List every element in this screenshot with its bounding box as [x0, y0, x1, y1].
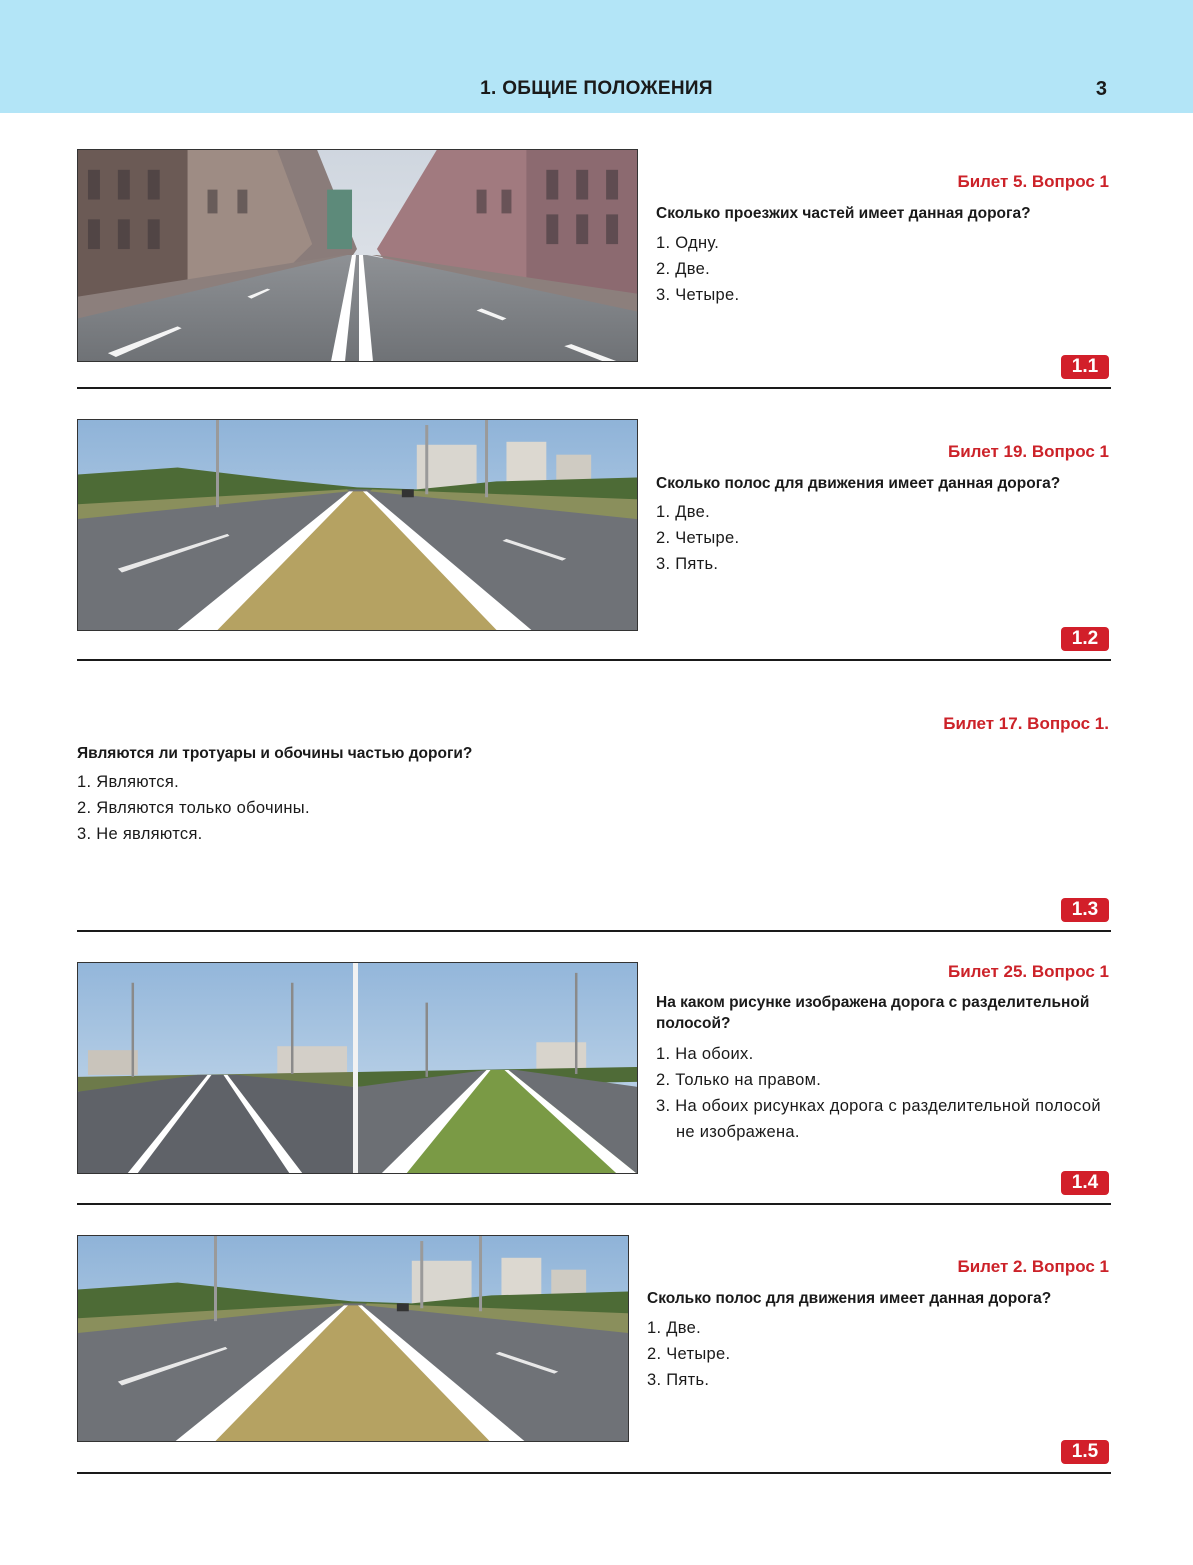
ticket-label: Билет 25. Вопрос 1	[948, 962, 1109, 981]
road-photo-median	[77, 419, 638, 631]
question-number-badge: 1.5	[1061, 1440, 1109, 1464]
answer-option: 1. Две.	[647, 1319, 701, 1337]
divider	[77, 659, 1111, 661]
answer-option: 2. Четыре.	[656, 529, 740, 547]
question-text: Сколько проезжих частей имеет данная дорога?	[656, 205, 1031, 222]
answer-option: 3. На обоих рисунках дорога с разделительной полосой не изображена.	[656, 1097, 1101, 1141]
ticket-label: Билет 5. Вопрос 1	[957, 172, 1109, 191]
section-title: 1. ОБЩИЕ ПОЛОЖЕНИЯ	[480, 78, 713, 99]
answer-option: 2. Являются только обочины.	[77, 799, 310, 817]
answer-option: 2. Только на правом.	[656, 1071, 822, 1089]
divider	[77, 1203, 1111, 1205]
ticket-label: Билет 17. Вопрос 1.	[943, 714, 1109, 733]
answer-list	[656, 230, 1112, 308]
question-number-badge: 1.1	[1061, 355, 1109, 379]
question-number-badge: 1.3	[1061, 898, 1109, 922]
street-photo-city	[77, 149, 638, 362]
answer-option: 2. Две.	[656, 260, 710, 278]
divider	[77, 930, 1111, 932]
question-number-badge: 1.4	[1061, 1171, 1109, 1195]
question-text: Сколько полос для движения имеет данная дорога?	[647, 1290, 1052, 1307]
answer-list	[656, 1041, 1112, 1145]
answer-option: 3. Пять.	[656, 555, 719, 573]
answer-list	[656, 499, 1112, 577]
question-text: Являются ли тротуары и обочины частью дороги?	[77, 745, 473, 762]
answer-list	[647, 1315, 1112, 1393]
answer-option: 1. Одну.	[656, 234, 720, 252]
ticket-label: Билет 2. Вопрос 1	[957, 1257, 1109, 1276]
road-photo-comparison	[77, 962, 638, 1174]
page-number: 3	[1095, 78, 1107, 100]
question-text: На каком рисунке изображена дорога с разделительной полосой?	[656, 994, 1090, 1032]
question-number-badge: 1.2	[1061, 627, 1109, 651]
answer-option: 3. Не являются.	[77, 825, 203, 843]
road-photo-median	[77, 1235, 629, 1442]
answer-option: 3. Четыре.	[656, 286, 740, 304]
ticket-label: Билет 19. Вопрос 1	[948, 442, 1109, 461]
answer-option: 2. Четыре.	[647, 1345, 731, 1363]
answer-option: 1. Две.	[656, 503, 710, 521]
answer-list	[77, 769, 777, 847]
answer-option: 1. Являются.	[77, 773, 179, 791]
answer-option: 3. Пять.	[647, 1371, 710, 1389]
question-text: Сколько полос для движения имеет данная дорога?	[656, 475, 1061, 492]
divider	[77, 1472, 1111, 1474]
page-header	[0, 0, 1193, 113]
divider	[77, 387, 1111, 389]
answer-option: 1. На обоих.	[656, 1045, 754, 1063]
